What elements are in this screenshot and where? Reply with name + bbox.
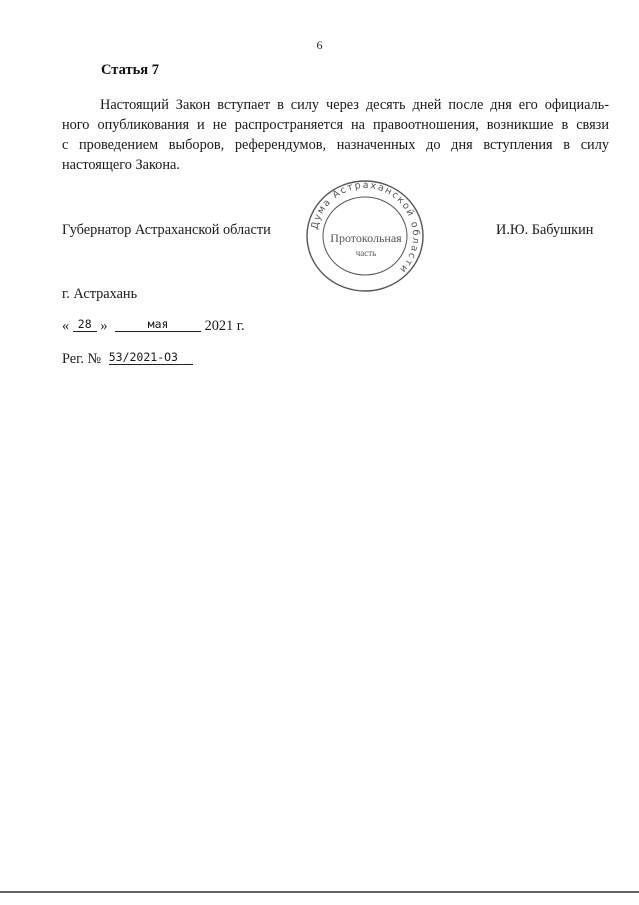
date-year: 2021 г. [204,318,245,334]
date-month: мая [115,317,201,332]
registration-label: Рег. № [62,351,102,367]
place-of-signing: г. Астрахань [62,286,138,302]
page-number: 6 [316,38,323,52]
article-body-line: с проведением выборов, референдумов, назначенных до дня вступления в силу [62,137,609,153]
date-open-quote: « [62,318,70,334]
official-seal [300,178,430,296]
seal-center-subtext: часть [355,248,377,258]
article-body-line: ного опубликования и не распространяется на правоотношения, возникшие в связи [62,117,609,133]
signatory-name: И.Ю. Бабушкин [496,222,594,238]
article-body [62,95,609,175]
registration-number: 53/2021-ОЗ [109,350,193,365]
seal-ring-text: Дума Астраханской области [309,179,422,276]
signatory-title: Губернатор Астраханской области [62,222,271,238]
page-bottom-rule [0,891,639,893]
registration-number-line [62,351,193,368]
article-body-line: настоящего Закона. [62,157,180,173]
seal-center-text: Протокольная [330,231,402,245]
signing-date [62,318,245,335]
date-day: 28 [73,317,97,332]
article-body-line: Настоящий Закон вступает в силу через десять дней после дня его официаль- [100,97,609,113]
article-title: Статья 7 [101,62,159,78]
date-close-quote: » [100,318,108,334]
